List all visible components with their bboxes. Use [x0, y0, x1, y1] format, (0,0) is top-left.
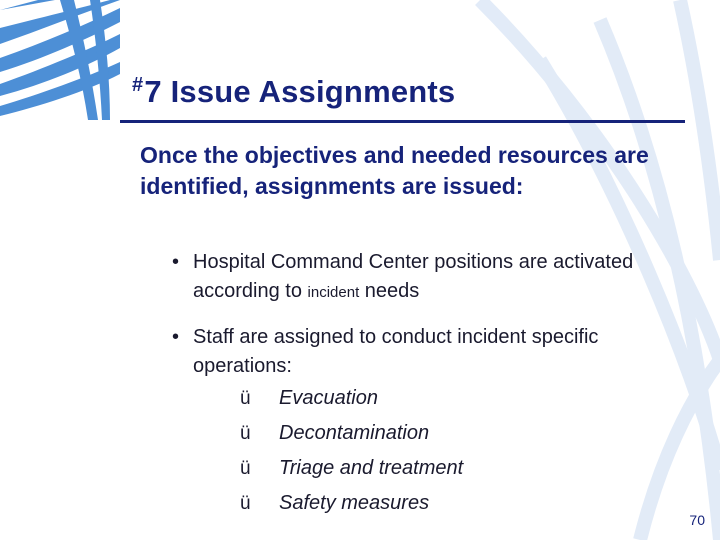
bullet-dot-icon: • [172, 251, 180, 273]
bullet-text: Staff are assigned to conduct incident specific operations: [193, 326, 599, 377]
checklist-item [240, 381, 692, 416]
checklist-item-label: Decontamination [279, 422, 430, 444]
top-left-logo-swoosh [0, 0, 120, 120]
checkmark-icon: ü [240, 458, 251, 479]
bullet-item [172, 248, 692, 307]
checklist-item-label: Safety measures [279, 492, 430, 514]
bullet-text-end: needs [364, 280, 420, 302]
page-number: 70 [689, 512, 705, 528]
title-hash: # [132, 74, 144, 96]
slide-title [132, 74, 455, 110]
title-underline [120, 120, 685, 123]
bullet-text: Hospital Command Center positions are activated according to [193, 251, 634, 302]
checklist [240, 381, 692, 521]
title-text: 7 Issue Assignments [144, 74, 456, 109]
checkmark-icon: ü [240, 493, 251, 514]
intro-text: Once the objectives and needed resources are identified, assignments are issued: [140, 142, 649, 199]
checkmark-icon: ü [240, 423, 251, 444]
bullet-small-text: incident [307, 284, 360, 301]
checklist-item [240, 451, 692, 486]
bullet-list [172, 248, 692, 521]
checklist-item [240, 486, 692, 521]
bullet-item [172, 323, 692, 521]
checkmark-icon: ü [240, 388, 251, 409]
checklist-item [240, 416, 692, 451]
checklist-item-label: Triage and treatment [279, 457, 464, 479]
bullet-dot-icon: • [172, 326, 180, 348]
checklist-item-label: Evacuation [279, 387, 378, 409]
